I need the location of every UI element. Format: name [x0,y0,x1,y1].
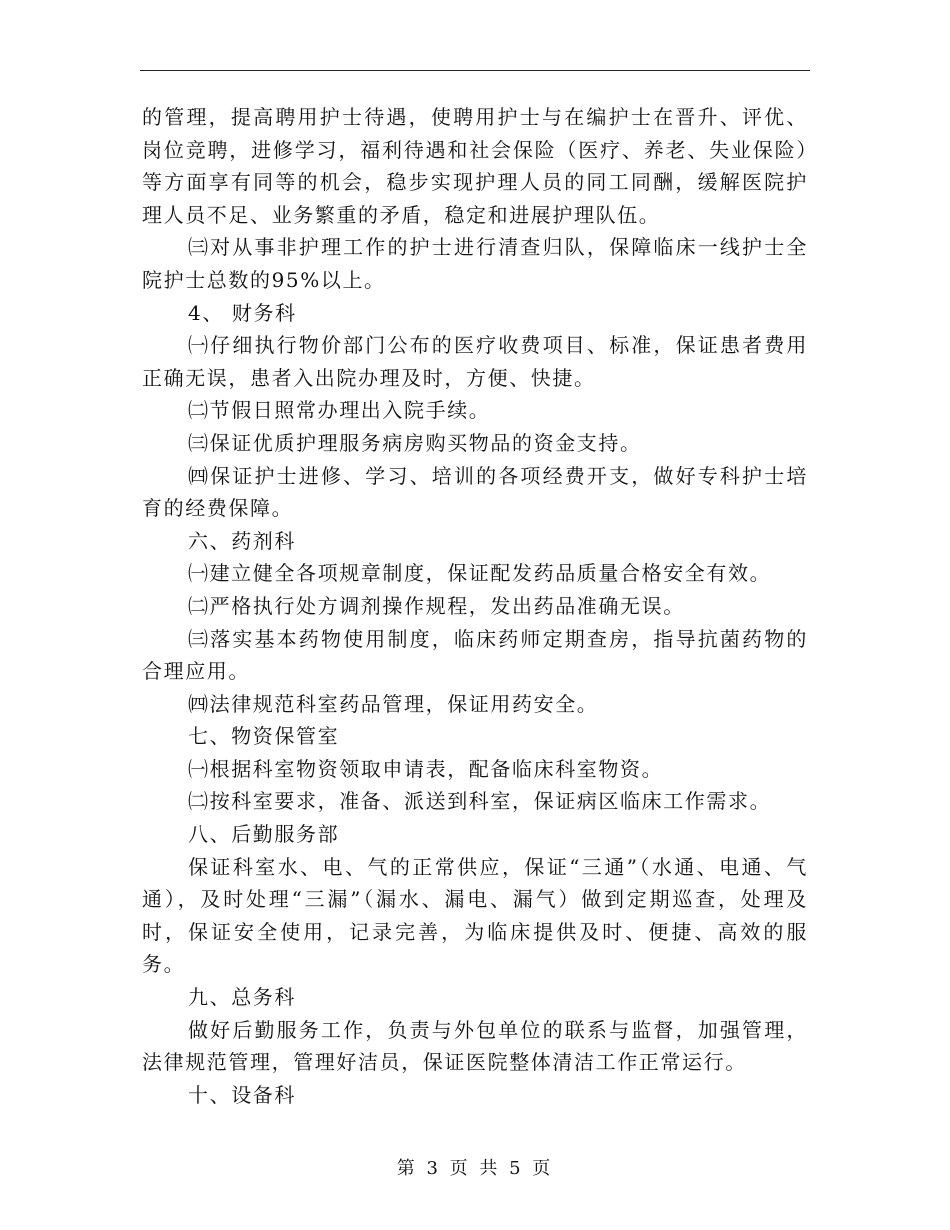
header-rule [140,70,810,71]
paragraph: ㈢对从事非护理工作的护士进行清查归队，保障临床一线护士全院护士总数的95%以上。 [142,235,808,292]
paragraph: ㈠根据科室物资领取申请表，配备临床科室物资。 [188,756,664,781]
section-heading: 十、设备科 [188,1082,296,1107]
paragraph: ㈣保证护士进修、学习、培训的各项经费开支，做好专科护士培育的经费保障。 [142,463,808,521]
paragraph: ㈡按科室要求，准备、派送到科室，保证病区临床工作需求。 [188,789,772,814]
paragraph: ㈣法律规范科室药品管理，保证用药安全。 [188,691,599,716]
paragraph: ㈢落实基本药物使用制度，临床药师定期查房，指导抗菌药物的合理应用。 [142,626,808,684]
page-number-footer: 第 3 页 共 5 页 [396,1158,554,1179]
section-heading: 4、 财务科 [188,300,297,325]
paragraph: ㈢保证优质护理服务病房购买物品的资金支持。 [188,430,642,455]
paragraph: 做好后勤服务工作，负责与外包单位的联系与监督，加强管理，法律规范管理，管理好洁员，保证医院整体清洁工作正常运行。 [142,1017,808,1075]
section-heading: 八、后勤服务部 [188,822,340,847]
section-heading: 九、总务科 [188,985,296,1010]
document-body [142,101,808,1111]
paragraph: ㈠建立健全各项规章制度，保证配发药品质量合格安全有效。 [188,561,772,586]
section-heading: 七、物资保管室 [188,724,340,749]
paragraph: ㈡严格执行处方调剂操作规程，发出药品准确无误。 [188,593,685,618]
paragraph: 的管理，提高聘用护士待遇，使聘用护士与在编护士在晋升、评优、岗位竞聘，进修学习，福利待遇和社会保险（医疗、养老、失业保险）等方面享有同等的机会，稳步实现护理人员的同工同酬，缓解医院护理人员不足、业务繁重的矛盾，稳定和进展护理队伍。 [142,105,808,227]
section-heading: 六、药剂科 [188,528,296,553]
paragraph: ㈠仔细执行物价部门公布的医疗收费项目、标准，保证患者费用正确无误，患者入出院办理及时，方便、快捷。 [142,333,808,390]
paragraph: 保证科室水、电、气的正常供应，保证“三通”（水通、电通、气通），及时处理“三漏”（漏水、漏电、漏气）做到定期巡查，处理及时，保证安全使用，记录完善，为临床提供及时、便捷、高效的服务。 [142,854,808,977]
paragraph: ㈡节假日照常办理出入院手续。 [188,398,491,423]
